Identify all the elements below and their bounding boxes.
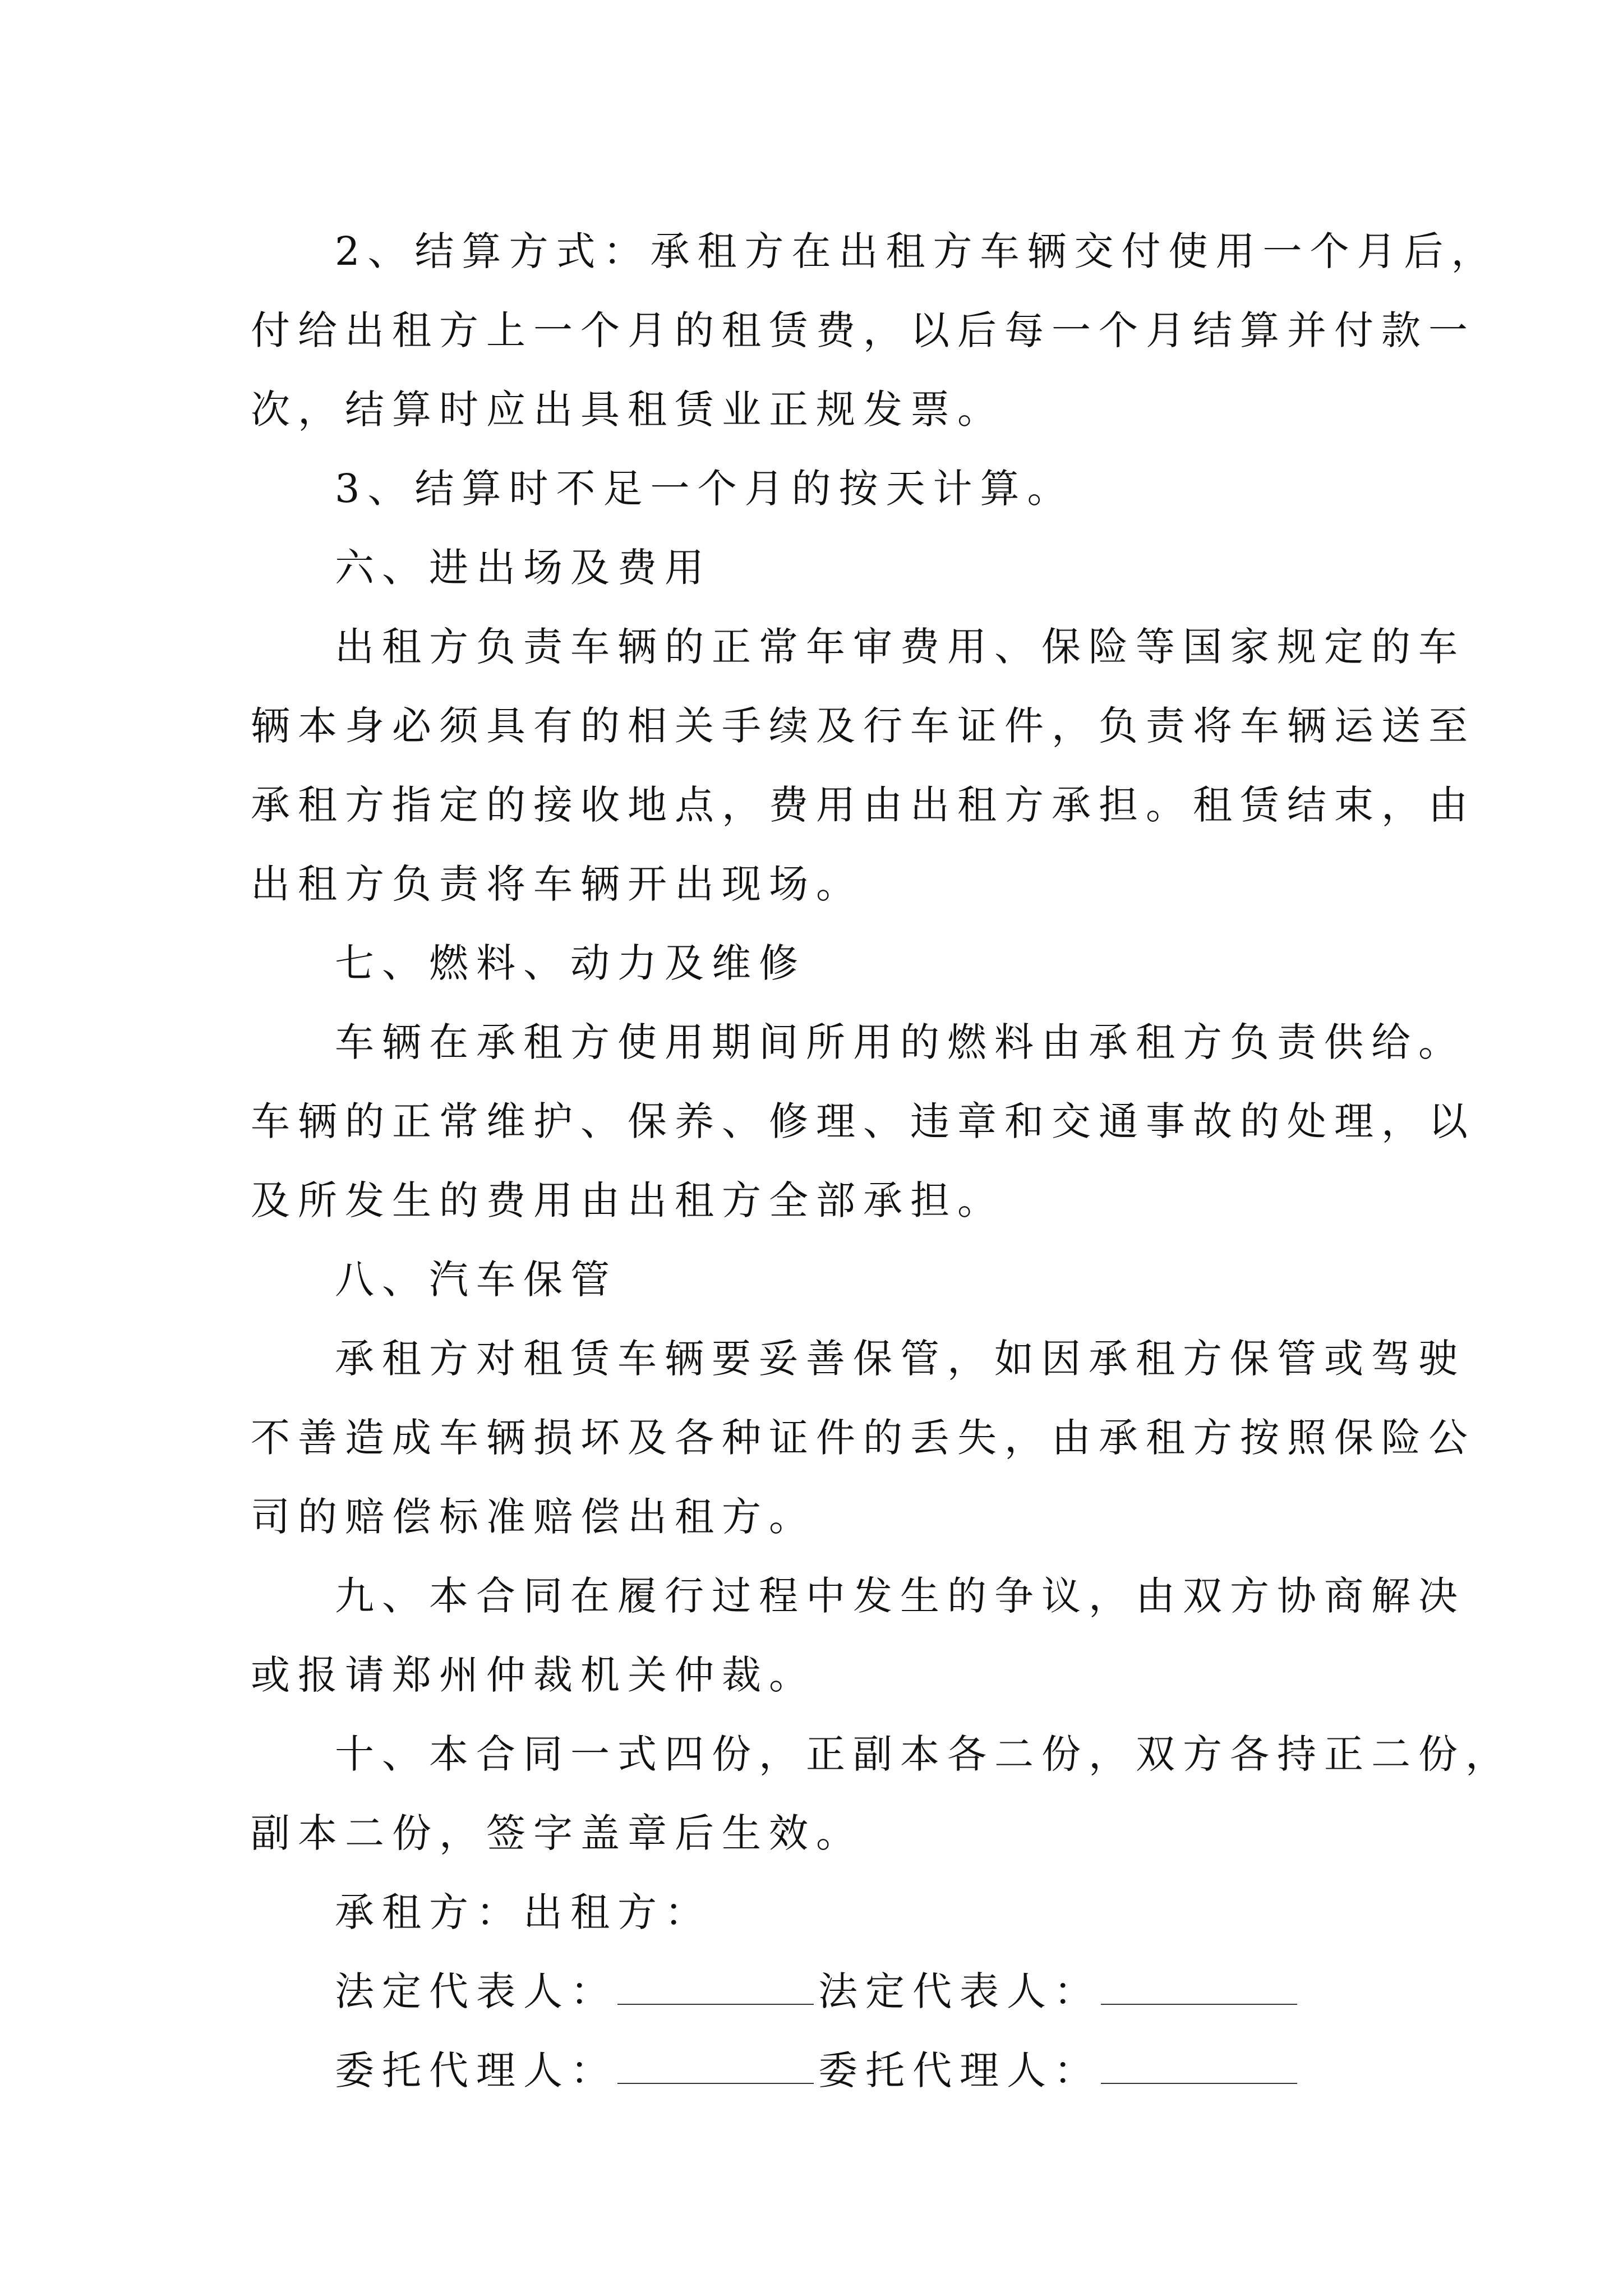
parties-line: 承租方：出租方：	[335, 1889, 712, 1935]
paragraph-line: 辆本身必须具有的相关手续及行车证件，负责将车辆运送至	[251, 703, 1476, 749]
legal-rep-blank-lessee	[617, 1971, 814, 2005]
paragraph-line: 付给出租方上一个月的租赁费，以后每一个月结算并付款一	[251, 307, 1476, 353]
paragraph-line: 3、结算时不足一个月的按天计算。	[335, 466, 1075, 512]
section-heading: 八、汽车保管	[335, 1257, 617, 1303]
paragraph-line: 十、本合同一式四份，正副本各二份，双方各持正二份，	[335, 1731, 1513, 1777]
section-heading: 六、进出场及费用	[335, 545, 712, 591]
agent-line	[251, 2031, 1378, 2110]
paragraph-line: 承租方指定的接收地点，费用由出租方承担。租赁结束，由	[251, 782, 1476, 828]
paragraph-line: 次，结算时应出具租赁业正规发票。	[251, 386, 1004, 432]
paragraph-line: 司的赔偿标准赔偿出租方。	[251, 1494, 816, 1540]
contract-body	[251, 212, 1513, 2110]
legal-rep-label-lessee: 法定代表人：	[335, 1968, 617, 2014]
paragraph-line: 车辆的正常维护、保养、修理、违章和交通事故的处理，以	[251, 1098, 1476, 1144]
agent-label-lessor: 委托代理人：	[818, 2047, 1101, 2093]
paragraph-line: 出租方负责将车辆开出现场。	[251, 861, 863, 907]
legal-rep-blank-lessor	[1101, 1971, 1297, 2005]
agent-blank-lessee	[617, 2050, 814, 2084]
agent-blank-lessor	[1101, 2050, 1297, 2084]
paragraph-line: 及所发生的费用由出租方全部承担。	[251, 1177, 1004, 1223]
paragraph-line: 副本二份，签字盖章后生效。	[251, 1810, 863, 1856]
paragraph-line: 出租方负责车辆的正常年审费用、保险等国家规定的车	[335, 624, 1465, 670]
legal-rep-label-lessor: 法定代表人：	[818, 1968, 1101, 2014]
paragraph-line: 九、本合同在履行过程中发生的争议，由双方协商解决	[335, 1573, 1465, 1619]
legal-representative-line	[251, 1952, 1378, 2031]
paragraph-line: 不善造成车辆损坏及各种证件的丢失，由承租方按照保险公	[251, 1415, 1476, 1461]
agent-label-lessee: 委托代理人：	[335, 2047, 617, 2093]
paragraph-line: 或报请郑州仲裁机关仲裁。	[251, 1652, 816, 1698]
paragraph-line: 承租方对租赁车辆要妥善保管，如因承租方保管或驾驶	[335, 1336, 1465, 1382]
paragraph-line: 2、结算方式：承租方在出租方车辆交付使用一个月后，	[335, 228, 1498, 274]
paragraph-line: 车辆在承租方使用期间所用的燃料由承租方负责供给。	[335, 1019, 1465, 1065]
section-heading: 七、燃料、动力及维修	[335, 940, 806, 986]
